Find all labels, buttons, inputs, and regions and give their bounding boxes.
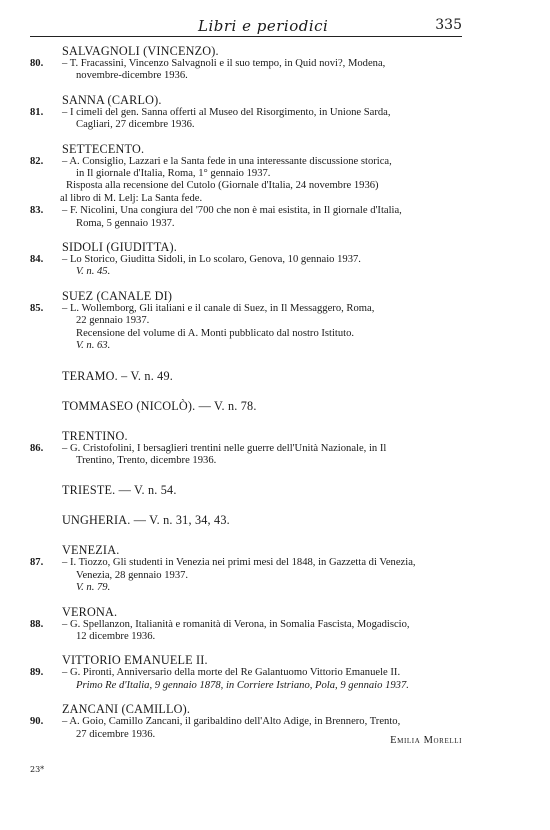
bibliography-entry [30,557,475,594]
entry-line: – G. Cristofolini, I bersaglieri trentini nelle guerre dell'Unità Nazionale, in Il [62,442,387,454]
bibliography-entry [30,107,475,132]
entry-line: – L. Wollemborg, Gli italiani e il canale di Suez, in Il Messaggero, Roma, [62,302,375,314]
entry-line: – I cimeli del gen. Sanna offerti al Museo del Risorgimento, in Unione Sarda, [62,106,391,118]
entry-line: Primo Re d'Italia, 9 gennaio 1878, in Corriere Istriano, Pola, 9 gennaio 1937. [76,679,409,691]
entry-line: – T. Fracassini, Vincenzo Salvagnoli e il suo tempo, in Quid novi?, Modena, [62,58,386,69]
entry-line: – A. Goio, Camillo Zancani, il garibaldino dell'Alto Adige, in Brennero, Trento, [62,716,401,728]
cross-reference: V. n. 79. [76,582,111,594]
page-number: 335 [435,17,462,33]
section-heading: VERONA. [62,604,118,619]
running-title: Libri e periodici [198,17,329,35]
section-heading: VENEZIA. [62,543,120,558]
entry-number: 84. [30,254,44,266]
entry-line: – I. Tiozzo, Gli studenti in Venezia nei primi mesi del 1848, in Gazzetta di Venezia, [62,557,416,569]
entry-line: 22 gennaio 1937. [76,315,150,327]
section-heading: ZANCANI (CAMILLO). [62,702,191,717]
entry-number: 83. [30,205,44,217]
entry-line: 27 dicembre 1936. [76,728,156,740]
entry-number: 88. [30,618,44,630]
entry-note: Risposta alla recensione del Cutolo (Giornale d'Italia, 24 novembre 1936) [66,180,379,192]
entry-line: Trentino, Trento, dicembre 1936. [76,454,217,466]
section-heading: SUEZ (CANALE DI) [62,288,173,303]
cross-reference-line: TRIESTE. — V. n. 54. [62,483,177,498]
section-heading: SETTECENTO. [62,141,145,156]
bibliography-entry [30,619,475,644]
section-heading: TRENTINO. [62,428,128,443]
section-heading: SANNA (CARLO). [62,92,162,107]
bibliography-list [30,44,475,741]
section-heading: SALVAGNOLI (VINCENZO). [62,44,219,58]
bibliography-entry [30,667,475,692]
entry-note: Recensione del volume di A. Monti pubblicato dal nostro Istituto. [76,327,355,339]
cross-reference-line: TERAMO. – V. n. 49. [62,368,174,383]
entry-line: – Lo Storico, Giuditta Sidoli, in Lo scolaro, Genova, 10 gennaio 1937. [62,254,361,266]
bibliography-entry [30,303,475,353]
entry-number: 80. [30,58,44,69]
entry-line: novembre-dicembre 1936. [76,70,188,82]
section-heading: SIDOLI (GIUDITTA). [62,240,177,255]
bibliography-entry [30,156,475,206]
entry-number: 85. [30,302,44,314]
entry-line: – F. Nicolini, Una congiura del '700 che non è mai esistita, in Il giornale d'Italia, [62,205,402,217]
cross-reference: V. n. 45. [76,266,111,278]
section-heading: VITTORIO EMANUELE II. [62,653,208,668]
entry-line: in Il giornale d'Italia, Roma, 1° gennaio 1937. [76,168,271,180]
cross-reference: V. n. 63. [76,340,111,352]
entry-line: 12 dicembre 1936. [76,630,156,642]
entry-number: 90. [30,716,44,728]
entry-number: 87. [30,557,44,569]
bibliography-entry [30,254,475,279]
entry-line: Cagliari, 27 dicembre 1936. [76,119,195,131]
entry-number: 82. [30,155,44,167]
running-header [30,14,462,37]
signature-mark: 23* [30,765,45,774]
entry-number: 81. [30,106,44,118]
entry-note: al libro di M. Lelj: La Santa fede. [60,192,203,204]
bibliography-entry [30,205,475,230]
bibliography-entry [30,58,475,83]
cross-reference-line: UNGHERIA. — V. n. 31, 34, 43. [62,513,230,528]
bibliography-entry [30,443,475,468]
cross-reference-line: TOMMASEO (NICOLÒ). — V. n. 78. [62,398,257,413]
entry-line: – A. Consiglio, Lazzari e la Santa fede in una interessante discussione storica, [62,155,392,167]
entry-line: – G. Spellanzon, Italianità e romanità di Verona, in Somalia Fascista, Mogadiscio, [62,618,410,630]
entry-line: – G. Pironti, Anniversario della morte del Re Galantuomo Vittorio Emanuele II. [62,667,401,679]
entry-number: 86. [30,442,44,454]
entry-number: 89. [30,667,44,679]
entry-line: Venezia, 28 gennaio 1937. [76,569,189,581]
author-signature: Emilia Morelli [390,735,462,746]
entry-line: Roma, 5 gennaio 1937. [76,217,175,229]
